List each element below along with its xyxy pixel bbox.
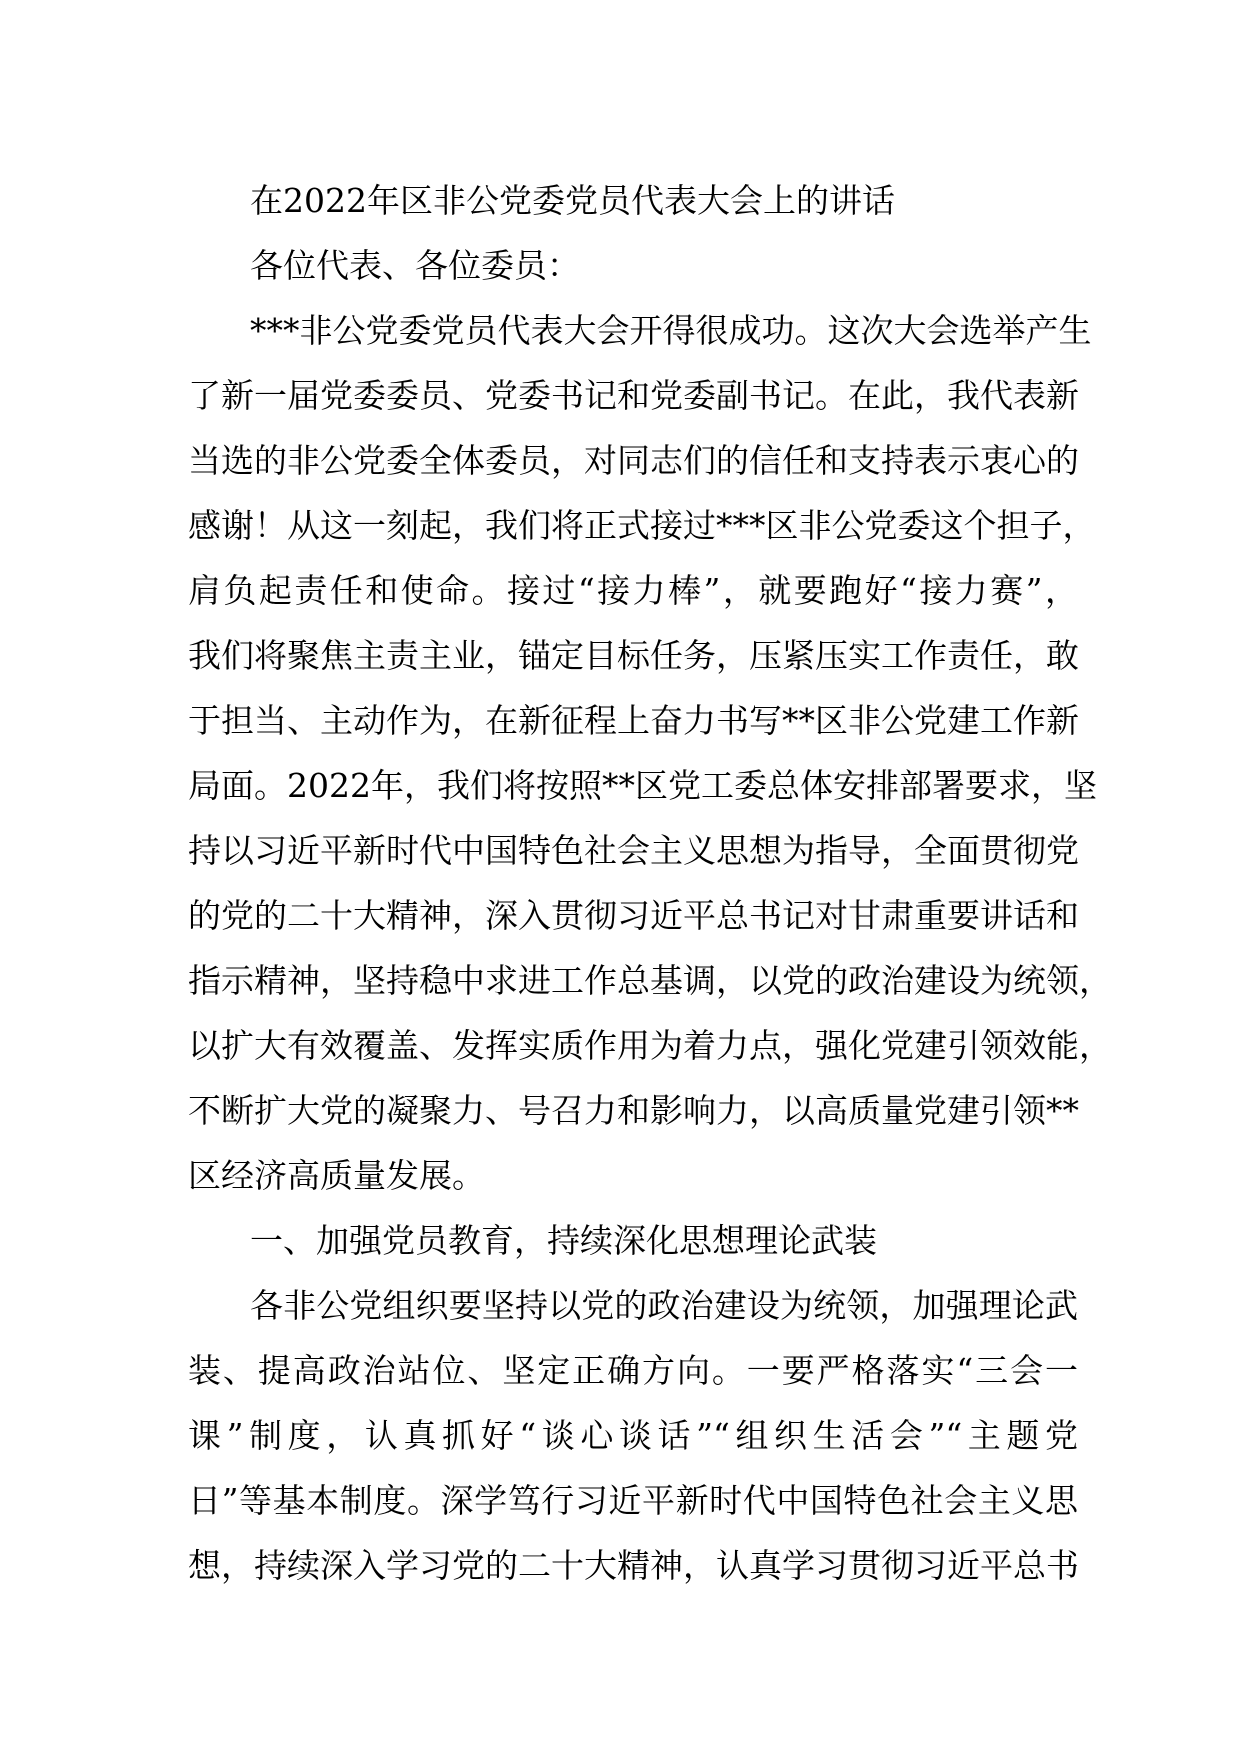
paragraph-line: 局面。2022年，我们将按照**区党工委总体安排部署要求，坚	[188, 766, 1097, 805]
paragraph-line: 肩负起责任和使命。接过“接力棒”，就要跑好“接力赛”，	[188, 571, 1078, 610]
paragraph-2	[188, 1273, 1078, 1598]
salutation: 各位代表、各位委员：	[250, 246, 580, 285]
paragraph-line: 以扩大有效覆盖、发挥实质作用为着力点，强化党建引领效能，	[188, 1026, 1112, 1065]
paragraph-line: 不断扩大党的凝聚力、号召力和影响力，以高质量党建引领**	[188, 1091, 1079, 1130]
paragraph-line: 指示精神，坚持稳中求进工作总基调，以党的政治建设为统领，	[188, 961, 1112, 1000]
paragraph-line: 课”制度，认真抓好“谈心谈话”“组织生活会”“主题党	[188, 1416, 1078, 1455]
section-heading: 一、加强党员教育，持续深化思想理论武装	[250, 1221, 877, 1260]
paragraph-1	[188, 298, 1112, 1208]
paragraph-line: 于担当、主动作为，在新征程上奋力书写**区非公党建工作新	[188, 701, 1079, 740]
paragraph-line: 当选的非公党委全体委员，对同志们的信任和支持表示衷心的	[188, 441, 1079, 480]
paragraph-line: 了新一届党委委员、党委书记和党委副书记。在此，我代表新	[188, 376, 1079, 415]
paragraph-line: 感谢！从这一刻起，我们将正式接过***区非公党委这个担子，	[188, 506, 1096, 545]
document-title: 在2022年区非公党委党员代表大会上的讲话	[250, 181, 895, 220]
paragraph-line: 日”等基本制度。深学笃行习近平新时代中国特色社会主义思	[188, 1481, 1078, 1520]
paragraph-line: 装、提高政治站位、坚定正确方向。一要严格落实“三会一	[188, 1351, 1078, 1390]
paragraph-line: 想，持续深入学习党的二十大精神，认真学习贯彻习近平总书	[188, 1546, 1079, 1585]
paragraph-line: 我们将聚焦主责主业，锚定目标任务，压紧压实工作责任，敢	[188, 636, 1079, 675]
paragraph-line: 的党的二十大精神，深入贯彻习近平总书记对甘肃重要讲话和	[188, 896, 1079, 935]
paragraph-line: ***非公党委党员代表大会开得很成功。这次大会选举产生	[250, 311, 1092, 350]
document-body	[188, 168, 1112, 1598]
paragraph-line: 各非公党组织要坚持以党的政治建设为统领，加强理论武	[250, 1286, 1078, 1325]
paragraph-line: 持以习近平新时代中国特色社会主义思想为指导，全面贯彻党	[188, 831, 1079, 870]
paragraph-line: 区经济高质量发展。	[188, 1156, 485, 1195]
